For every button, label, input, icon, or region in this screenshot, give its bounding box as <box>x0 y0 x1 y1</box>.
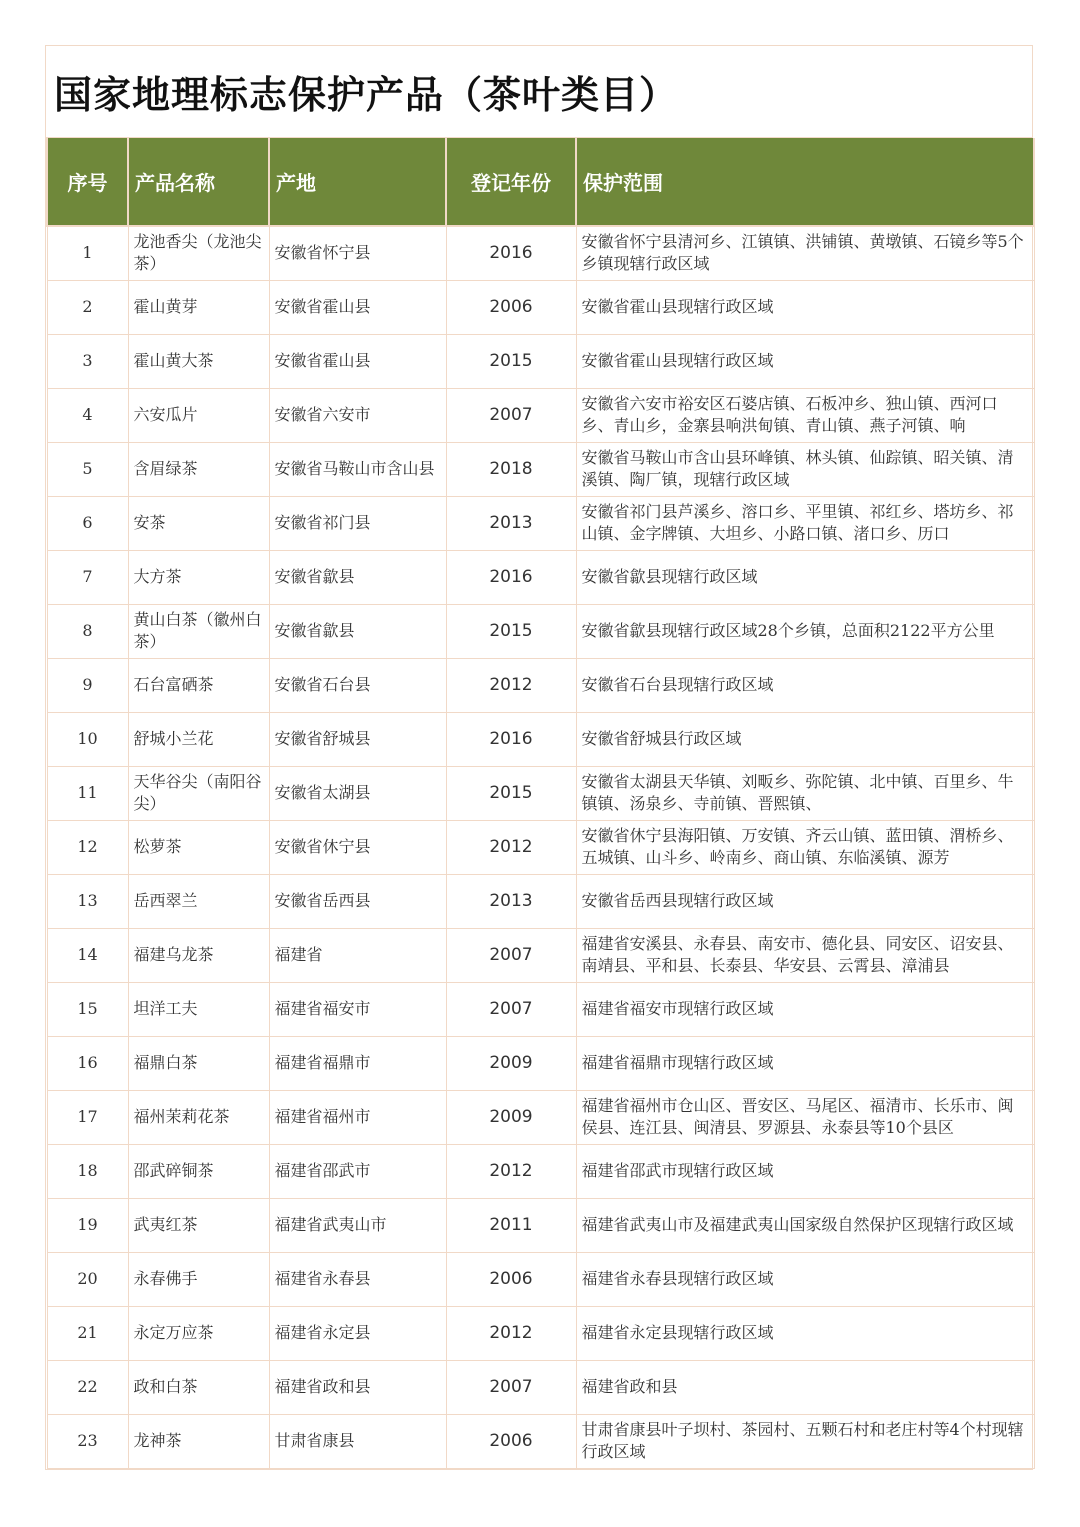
cell-scope-text: 安徽省马鞍山市含山县环峰镇、林头镇、仙踪镇、昭关镇、清溪镇、陶厂镇，现辖行政区域 <box>581 448 1014 489</box>
cell-index-text: 16 <box>77 1053 98 1072</box>
table-row <box>47 1090 1034 1144</box>
cell-scope-text: 安徽省岳西县现辖行政区域 <box>581 891 774 910</box>
cell-year-text: 2018 <box>489 459 533 479</box>
table-row <box>47 1036 1034 1090</box>
cell-scope-text: 甘肃省康县叶子坝村、茶园村、五颗石村和老庄村等4个村现辖行政区域 <box>581 1420 1024 1461</box>
cell-index-text: 1 <box>82 243 93 263</box>
cell-origin <box>269 226 446 280</box>
cell-index <box>47 820 128 874</box>
header-row <box>47 138 1034 226</box>
cell-index <box>47 226 128 280</box>
cell-origin <box>269 442 446 496</box>
cell-origin-text: 甘肃省康县 <box>274 1431 355 1450</box>
cell-product-name <box>128 928 269 982</box>
cell-year <box>446 226 576 280</box>
cell-scope-text: 福建省安溪县、永春县、南安市、德化县、同安区、诏安县、南靖县、平和县、长泰县、华安县、云霄县、漳浦县 <box>581 934 1014 975</box>
cell-origin-text: 安徽省六安市 <box>274 405 371 424</box>
cell-year <box>446 604 576 658</box>
cell-origin <box>269 766 446 820</box>
cell-year <box>446 766 576 820</box>
cell-index-text: 4 <box>82 405 93 424</box>
cell-index <box>47 1090 128 1144</box>
cell-index <box>47 712 128 766</box>
cell-scope-text: 安徽省霍山县现辖行政区域 <box>581 297 774 316</box>
cell-index <box>47 280 128 334</box>
cell-scope-text: 安徽省歙县现辖行政区域28个乡镇，总面积2122平方公里 <box>581 621 995 640</box>
cell-product-name-text: 安茶 <box>133 513 166 532</box>
cell-origin-text: 安徽省石台县 <box>274 675 371 694</box>
cell-year-text: 2009 <box>489 1053 533 1073</box>
cell-index <box>47 982 128 1036</box>
cell-origin-text: 安徽省休宁县 <box>274 837 371 856</box>
cell-origin <box>269 1198 446 1252</box>
cell-origin-text: 福建省福州市 <box>274 1107 371 1126</box>
cell-origin <box>269 658 446 712</box>
table-row <box>47 442 1034 496</box>
cell-index-text: 2 <box>82 297 93 316</box>
cell-product-name-text: 石台富硒茶 <box>133 675 214 694</box>
cell-product-name <box>128 1414 269 1468</box>
cell-index-text: 20 <box>77 1269 98 1288</box>
cell-product-name-text: 松萝茶 <box>133 837 182 856</box>
cell-scope-text: 安徽省石台县现辖行政区域 <box>581 675 774 694</box>
cell-origin-text: 福建省 <box>274 945 323 964</box>
cell-product-name <box>128 820 269 874</box>
cell-year <box>446 1306 576 1360</box>
cell-origin-text: 安徽省马鞍山市含山县 <box>274 459 435 478</box>
page-title: 国家地理标志保护产品（茶叶类目） <box>54 73 679 117</box>
cell-year <box>446 874 576 928</box>
cell-origin-text: 安徽省岳西县 <box>274 891 371 910</box>
cell-index <box>47 1414 128 1468</box>
cell-index <box>47 658 128 712</box>
cell-product-name <box>128 388 269 442</box>
cell-scope <box>576 334 1034 388</box>
cell-product-name-text: 含眉绿茶 <box>133 459 198 478</box>
cell-origin-text: 安徽省怀宁县 <box>274 243 371 263</box>
cell-product-name <box>128 280 269 334</box>
table-row <box>47 820 1034 874</box>
cell-year <box>446 1090 576 1144</box>
cell-origin-text: 安徽省太湖县 <box>274 783 371 802</box>
cell-product-name-text: 岳西翠兰 <box>133 891 198 910</box>
cell-scope-text: 安徽省六安市裕安区石婆店镇、石板冲乡、独山镇、西河口乡、青山乡，金寨县响洪甸镇、青山镇、燕子河镇、响 <box>581 394 998 435</box>
cell-year <box>446 1144 576 1198</box>
cell-scope <box>576 388 1034 442</box>
cell-product-name-text: 霍山黄大茶 <box>133 351 214 370</box>
cell-origin <box>269 1036 446 1090</box>
cell-product-name-text: 福建乌龙茶 <box>133 945 214 964</box>
cell-scope <box>576 1090 1034 1144</box>
cell-scope <box>576 982 1034 1036</box>
table-row <box>47 658 1034 712</box>
cell-year <box>446 442 576 496</box>
cell-origin-text: 安徽省霍山县 <box>274 297 371 316</box>
cell-product-name-text: 六安瓜片 <box>133 405 198 424</box>
cell-year-text: 2013 <box>489 891 533 911</box>
cell-origin <box>269 874 446 928</box>
cell-product-name <box>128 1306 269 1360</box>
cell-scope-text: 福建省武夷山市及福建武夷山国家级自然保护区现辖行政区域 <box>581 1215 1014 1234</box>
cell-index <box>47 604 128 658</box>
cell-product-name-text: 黄山白茶（徽州白茶） <box>133 610 262 651</box>
cell-year <box>446 550 576 604</box>
column-header-name: 产品名称 <box>128 138 269 226</box>
cell-product-name <box>128 1198 269 1252</box>
cell-scope <box>576 928 1034 982</box>
cell-scope-text: 福建省福州市仓山区、晋安区、马尾区、福清市、长乐市、闽侯县、连江县、闽清县、罗源县、永泰县等10个县区 <box>581 1096 1014 1137</box>
cell-index <box>47 496 128 550</box>
cell-index-text: 6 <box>82 513 93 532</box>
cell-origin <box>269 604 446 658</box>
cell-index <box>47 550 128 604</box>
cell-origin <box>269 1144 446 1198</box>
table-row <box>47 1144 1034 1198</box>
table-row <box>47 496 1034 550</box>
cell-product-name <box>128 1036 269 1090</box>
cell-origin <box>269 280 446 334</box>
cell-product-name <box>128 712 269 766</box>
cell-scope <box>576 604 1034 658</box>
cell-origin <box>269 1090 446 1144</box>
cell-index <box>47 334 128 388</box>
table-row <box>47 334 1034 388</box>
cell-year-text: 2006 <box>489 297 533 317</box>
cell-origin <box>269 820 446 874</box>
cell-scope-text: 安徽省歙县现辖行政区域 <box>581 567 758 586</box>
cell-product-name <box>128 496 269 550</box>
cell-year-text: 2015 <box>489 621 533 641</box>
cell-origin <box>269 388 446 442</box>
cell-index <box>47 766 128 820</box>
cell-index-text: 12 <box>77 837 98 856</box>
cell-product-name-text: 龙神茶 <box>133 1431 182 1450</box>
cell-origin-text: 福建省福安市 <box>274 999 371 1018</box>
cell-origin <box>269 1252 446 1306</box>
cell-year-text: 2015 <box>489 351 533 371</box>
cell-year <box>446 388 576 442</box>
cell-index <box>47 388 128 442</box>
cell-scope-text: 福建省永春县现辖行政区域 <box>581 1269 774 1288</box>
cell-year <box>446 1252 576 1306</box>
cell-scope-text: 福建省福安市现辖行政区域 <box>581 999 774 1018</box>
cell-product-name-text: 霍山黄芽 <box>133 297 198 316</box>
cell-scope <box>576 1252 1034 1306</box>
cell-year <box>446 1198 576 1252</box>
table-row <box>47 1306 1034 1360</box>
table-row <box>47 280 1034 334</box>
cell-year <box>446 928 576 982</box>
cell-origin-text: 安徽省歙县 <box>274 621 355 640</box>
table-row <box>47 982 1034 1036</box>
cell-scope <box>576 550 1034 604</box>
cell-scope <box>576 280 1034 334</box>
cell-scope-text: 安徽省太湖县天华镇、刘畈乡、弥陀镇、北中镇、百里乡、牛镇镇、汤泉乡、寺前镇、晋熙镇、 <box>581 772 1014 813</box>
cell-product-name <box>128 1144 269 1198</box>
cell-year-text: 2009 <box>489 1107 533 1127</box>
column-header-origin: 产地 <box>269 138 446 226</box>
cell-product-name-text: 永春佛手 <box>133 1269 198 1288</box>
cell-year-text: 2016 <box>489 729 533 749</box>
cell-scope <box>576 496 1034 550</box>
cell-product-name-text: 舒城小兰花 <box>133 729 214 748</box>
cell-origin <box>269 496 446 550</box>
cell-year <box>446 820 576 874</box>
cell-origin-text: 福建省政和县 <box>274 1377 371 1396</box>
cell-scope-text: 安徽省休宁县海阳镇、万安镇、齐云山镇、蓝田镇、渭桥乡、五城镇、山斗乡、岭南乡、商山镇、东临溪镇、源芳 <box>581 826 1014 867</box>
table-row <box>47 1360 1034 1414</box>
cell-year <box>446 496 576 550</box>
cell-year-text: 2012 <box>489 837 533 857</box>
cell-origin-text: 福建省永定县 <box>274 1323 371 1342</box>
table-row <box>47 1414 1034 1468</box>
cell-scope <box>576 1306 1034 1360</box>
cell-product-name-text: 武夷红茶 <box>133 1215 198 1234</box>
cell-year-text: 2007 <box>489 1377 533 1397</box>
cell-year-text: 2012 <box>489 1161 533 1181</box>
cell-scope <box>576 1144 1034 1198</box>
cell-year-text: 2015 <box>489 783 533 803</box>
cell-origin-text: 福建省福鼎市 <box>274 1053 371 1072</box>
cell-index-text: 17 <box>77 1107 98 1126</box>
cell-origin-text: 福建省邵武市 <box>274 1161 371 1180</box>
cell-origin-text: 福建省武夷山市 <box>274 1215 387 1234</box>
cell-product-name <box>128 1090 269 1144</box>
table-row <box>47 604 1034 658</box>
cell-index-text: 13 <box>77 891 98 910</box>
cell-product-name <box>128 550 269 604</box>
cell-product-name <box>128 1360 269 1414</box>
table-row <box>47 388 1034 442</box>
cell-index <box>47 1198 128 1252</box>
cell-index <box>47 1306 128 1360</box>
cell-scope-text: 安徽省霍山县现辖行政区域 <box>581 351 774 370</box>
cell-scope-text: 福建省邵武市现辖行政区域 <box>581 1161 774 1180</box>
cell-scope <box>576 1414 1034 1468</box>
cell-origin <box>269 1414 446 1468</box>
cell-scope-text: 安徽省祁门县芦溪乡、溶口乡、平里镇、祁红乡、塔坊乡、祁山镇、金字牌镇、大坦乡、小路口镇、渚口乡、历口 <box>581 502 1014 543</box>
cell-year-text: 2013 <box>489 513 533 533</box>
cell-scope <box>576 766 1034 820</box>
cell-origin <box>269 712 446 766</box>
cell-product-name <box>128 442 269 496</box>
cell-index <box>47 1360 128 1414</box>
cell-year <box>446 658 576 712</box>
cell-product-name-text: 坦洋工夫 <box>133 999 198 1018</box>
table-body <box>47 226 1034 1468</box>
cell-index <box>47 1036 128 1090</box>
cell-scope-text: 福建省政和县 <box>581 1377 678 1396</box>
cell-product-name-text: 天华谷尖（南阳谷尖） <box>133 772 262 813</box>
cell-product-name <box>128 1252 269 1306</box>
cell-index <box>47 1252 128 1306</box>
cell-product-name <box>128 604 269 658</box>
cell-scope-text: 福建省永定县现辖行政区域 <box>581 1323 774 1342</box>
cell-product-name-text: 政和白茶 <box>133 1377 198 1396</box>
cell-origin-text: 安徽省歙县 <box>274 567 355 586</box>
cell-index-text: 10 <box>77 729 98 748</box>
cell-index-text: 8 <box>82 621 93 640</box>
cell-index <box>47 1144 128 1198</box>
cell-scope <box>576 658 1034 712</box>
cell-origin-text: 安徽省舒城县 <box>274 729 371 748</box>
table-row <box>47 550 1034 604</box>
cell-index-text: 15 <box>77 999 98 1018</box>
cell-origin <box>269 928 446 982</box>
cell-index-text: 5 <box>82 459 93 478</box>
cell-year-text: 2012 <box>489 1323 533 1343</box>
cell-origin-text: 安徽省祁门县 <box>274 513 371 532</box>
cell-year-text: 2007 <box>489 945 533 965</box>
cell-year <box>446 712 576 766</box>
table-row <box>47 766 1034 820</box>
cell-scope-text: 福建省福鼎市现辖行政区域 <box>581 1053 774 1072</box>
cell-index-text: 3 <box>82 351 93 370</box>
cell-product-name-text: 福州茉莉花茶 <box>133 1107 230 1126</box>
cell-index-text: 23 <box>77 1431 98 1450</box>
cell-product-name <box>128 982 269 1036</box>
cell-origin <box>269 982 446 1036</box>
cell-scope <box>576 820 1034 874</box>
cell-origin <box>269 1360 446 1414</box>
cell-product-name <box>128 658 269 712</box>
cell-year <box>446 1414 576 1468</box>
cell-index <box>47 442 128 496</box>
document-sheet <box>45 45 1033 1470</box>
cell-product-name-text: 龙池香尖（龙池尖茶） <box>133 232 262 274</box>
cell-product-name-text: 大方茶 <box>133 567 182 586</box>
cell-product-name-text: 邵武碎铜茶 <box>133 1161 214 1180</box>
cell-scope <box>576 874 1034 928</box>
cell-product-name <box>128 226 269 280</box>
cell-index-text: 14 <box>77 945 98 964</box>
cell-product-name <box>128 334 269 388</box>
cell-scope <box>576 226 1034 280</box>
cell-year <box>446 334 576 388</box>
cell-index-text: 9 <box>82 675 93 694</box>
cell-scope-text: 安徽省怀宁县清河乡、江镇镇、洪铺镇、黄墩镇、石镜乡等5个乡镇现辖行政区域 <box>581 232 1024 274</box>
cell-index-text: 11 <box>77 783 98 802</box>
cell-index <box>47 928 128 982</box>
cell-year-text: 2011 <box>489 1215 533 1235</box>
table-row <box>47 928 1034 982</box>
cell-year-text: 2016 <box>489 567 533 587</box>
cell-scope-text: 安徽省舒城县行政区域 <box>581 729 742 748</box>
column-header-scope: 保护范围 <box>576 138 1034 226</box>
tea-products-table <box>46 138 1035 1469</box>
table-row <box>47 226 1034 280</box>
cell-year-text: 2016 <box>489 243 533 264</box>
cell-product-name-text: 永定万应茶 <box>133 1323 214 1342</box>
cell-year <box>446 1360 576 1414</box>
cell-year <box>446 982 576 1036</box>
title-bar <box>46 46 1032 138</box>
cell-scope <box>576 1036 1034 1090</box>
cell-year-text: 2006 <box>489 1431 533 1451</box>
cell-origin-text: 安徽省霍山县 <box>274 351 371 370</box>
cell-scope <box>576 1198 1034 1252</box>
cell-index <box>47 874 128 928</box>
cell-year <box>446 1036 576 1090</box>
cell-product-name <box>128 766 269 820</box>
table-header <box>47 138 1034 226</box>
cell-scope <box>576 712 1034 766</box>
cell-year-text: 2012 <box>489 675 533 695</box>
cell-year-text: 2007 <box>489 405 533 425</box>
cell-scope <box>576 442 1034 496</box>
column-header-index: 序号 <box>47 138 128 226</box>
cell-origin <box>269 334 446 388</box>
table-row <box>47 1198 1034 1252</box>
table-row <box>47 874 1034 928</box>
cell-year-text: 2007 <box>489 999 533 1019</box>
cell-origin-text: 福建省永春县 <box>274 1269 371 1288</box>
cell-product-name <box>128 874 269 928</box>
cell-index-text: 22 <box>77 1377 98 1396</box>
cell-origin <box>269 1306 446 1360</box>
cell-index-text: 19 <box>77 1215 98 1234</box>
cell-index-text: 7 <box>82 567 93 586</box>
column-header-year: 登记年份 <box>446 138 576 226</box>
cell-product-name-text: 福鼎白茶 <box>133 1053 198 1072</box>
cell-origin <box>269 550 446 604</box>
table-row <box>47 1252 1034 1306</box>
cell-index-text: 21 <box>77 1323 98 1342</box>
cell-year-text: 2006 <box>489 1269 533 1289</box>
cell-index-text: 18 <box>77 1161 98 1180</box>
cell-scope <box>576 1360 1034 1414</box>
table-row <box>47 712 1034 766</box>
cell-year <box>446 280 576 334</box>
